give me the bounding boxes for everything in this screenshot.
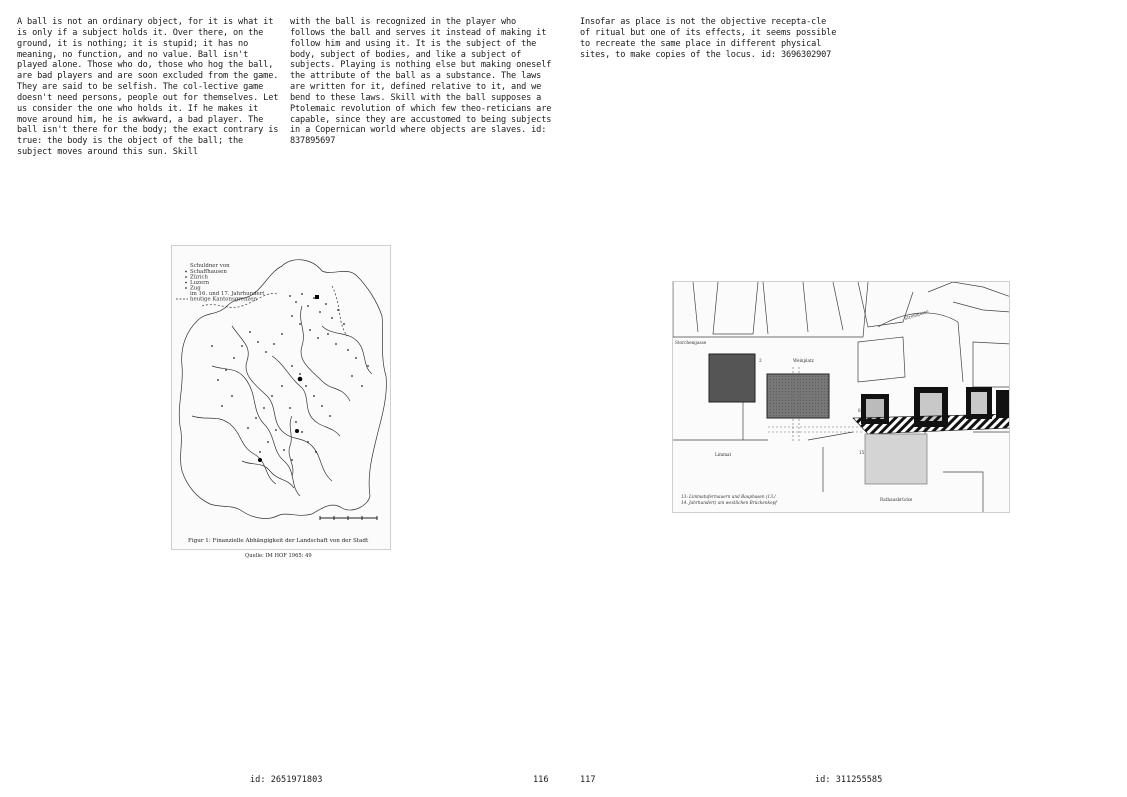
plan-label-storchengasse: Storchengasse — [675, 340, 707, 345]
plan-figure — [672, 281, 1010, 513]
plan-label-limmat: Limmat — [715, 452, 732, 457]
map-caption: Figur 1: Finanzielle Abhängigkeit der Landschaft von der Stadt — [188, 538, 369, 544]
legend-line-5: Zug — [190, 285, 201, 292]
legend-line-4: Luzern — [190, 280, 210, 286]
legend-line-3: Zürich — [190, 274, 209, 281]
plan-label-bridge: Rathausbrücke — [880, 497, 913, 502]
map-figure — [171, 245, 391, 550]
plan-number-8: 8 — [858, 408, 861, 413]
map-source: Quelle: IM HOF 1965: 49 — [245, 553, 312, 559]
text-column-left: A ball is not an ordinary object, for it is what it is only if a subject holds it. Over there, on the ground, it is nothing; it is stupid; it has no meaning, no function, and no value. Ball isn't played alone. Those who do, those who hog the ball, are bad players and are soon excluded from the game. They are said to be selfish. The col-lective game doesn't need persons, people out for themselves. Let us consider the one who holds it. If he makes it move around him, he is awkward, a bad player. The ball isn't there for the body; the exact contrary is true: the body is the object of the ball; the subject moves around this sun. Skill — [17, 17, 279, 158]
map-drawing — [172, 246, 391, 550]
plan-label-strehlgasse: Strehlgasse — [903, 308, 930, 321]
plan-number-2: 2 — [759, 358, 762, 363]
page-number-left: 116 — [533, 775, 549, 785]
footer-id-left: id: 2651971803 — [250, 775, 323, 785]
plan-label-weinplatz: Weinplatz — [793, 358, 814, 363]
footer-id-right: id: 311255585 — [815, 775, 883, 785]
plan-drawing — [673, 282, 1010, 513]
legend-line-1: Schuldner von — [190, 263, 230, 269]
plan-caption-line-1: 13: Limmatufermauern und Bauphasen (13./ — [681, 494, 776, 499]
legend-line-2: Schaffhausen — [190, 269, 227, 275]
page-number-right: 117 — [580, 775, 596, 785]
text-column-right: Insofar as place is not the objective recepta-cle of ritual but one of its effects, it seems possible to recreate the same place in different physical sites, to make copies of the locus. id: 3696302907 — [580, 17, 837, 60]
plan-caption-line-2: 14. Jahrhundert) am westlichen Brückenkopf — [681, 500, 777, 505]
legend-line-6: im 16. und 17. Jahrhundert — [190, 291, 265, 297]
legend-line-7: heutige Kantonsgrenzen — [190, 296, 257, 303]
text-column-middle: with the ball is recognized in the player who follows the ball and serves it instead of making it follow him and using it. It is the subject of the body, subject of bodies, and like a subject of subjects. Playing is nothing else but making oneself the attribute of the ball as a substance. The laws are written for it, defined relative to it, and we bend to these laws. Skill with the ball supposes a Ptolemaic revolution of which few theo-reticians are capable, since they are accustomed to being subjects in a Copernican world where objects are slaves. id: 837895697 — [290, 17, 552, 147]
plan-number-15: 15 — [859, 450, 865, 455]
